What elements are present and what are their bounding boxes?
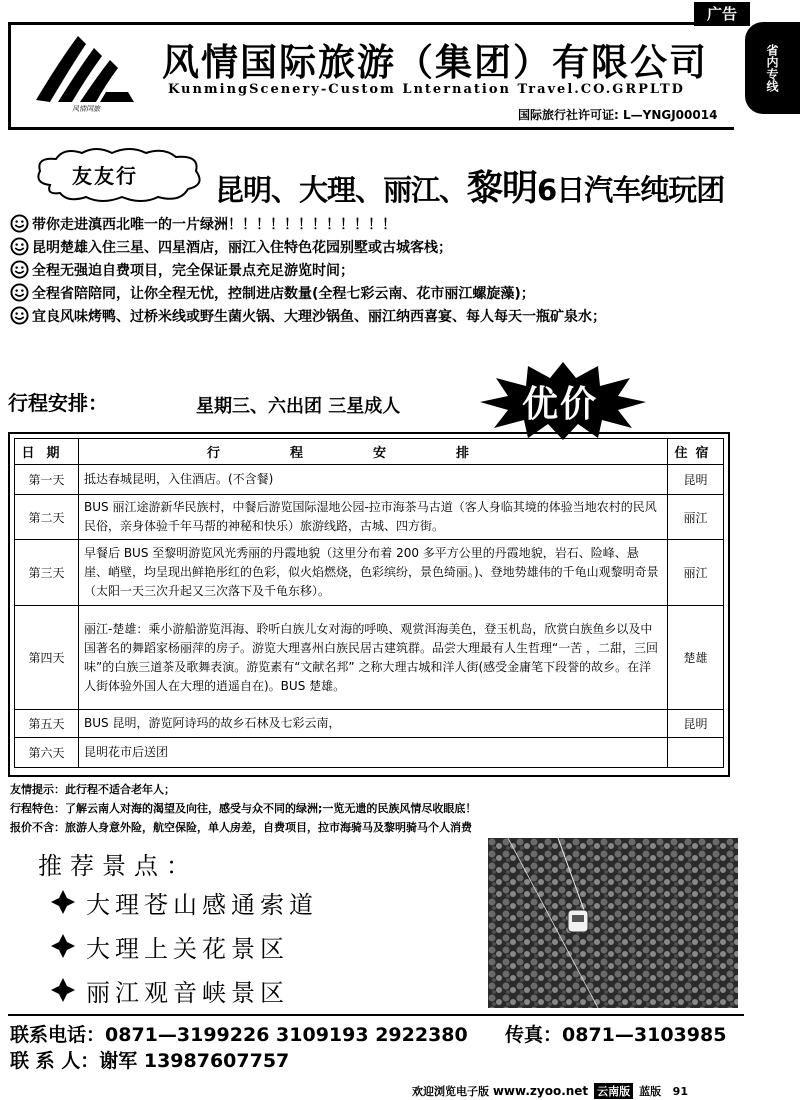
ad-tag: 广告 [694, 2, 750, 26]
note-feature: 行程特色：了解云南人对海的渴望及向往，感受与众不同的绿洲;一览无遗的民族风情尽收眼底！ [10, 802, 477, 815]
header-accommodation: 住宿 [668, 439, 724, 465]
table-row [15, 606, 724, 710]
note-exclusions: 报价不含：旅游人身意外险，航空保险，单人房差，自费项目，拉市海骑马及黎明骑马个人消费 [10, 821, 472, 834]
itinerary-table [14, 438, 724, 768]
page-footer [412, 1083, 688, 1099]
header-itinerary: 行程安排 [79, 439, 668, 465]
price-burst-text: 优价 [522, 384, 599, 425]
contact-fax: 传真：0871—3103985 [505, 1024, 727, 1046]
recommend-list [50, 880, 318, 1012]
table-row [15, 465, 724, 495]
accommodation-cell: 丽江 [668, 495, 724, 540]
recommend-item [50, 880, 318, 924]
note-tip: 友情提示：此行程不适合老年人； [10, 783, 175, 796]
feature-text: 全程省陪陪同，让你全程无忧，控制进店数量(全程七彩云南、花市丽江螺旋藻)； [32, 285, 535, 302]
itinerary-cell: BUS 丽江途游新华民族村，中餐后游览国际湿地公园-拉市海茶马古道（客人身临其境的体验当地农村的民风民俗，亲身体验千年马帮的神秘和快乐）旅游线路，古城、四方街。 [79, 495, 668, 540]
table-header-row [15, 439, 724, 465]
itinerary-cell: 早餐后 BUS 至黎明游览风光秀丽的丹霞地貌（这里分布着 200 多平方公里的丹霞地貌，岩石、险峰、悬崖、峭壁，均呈现出鲜艳彤红的色彩，似火焰燃烧，色彩缤纷，景色绮丽。)、登地势雄伟的千龟山观黎明奇景（太阳一天三次升起又三次落下及千龟东移）。 [79, 540, 668, 606]
logo-caption: 风情国旅 [72, 105, 100, 113]
contact-divider [8, 1014, 744, 1016]
itinerary-cell: 抵达春城昆明，入住酒店。(不含餐) [79, 465, 668, 495]
header-date: 日期 [15, 439, 79, 465]
recommend-text: 丽江观音峡景区 [86, 978, 289, 1007]
feature-item [10, 212, 730, 235]
smiley-icon [10, 237, 29, 256]
feature-item [10, 235, 730, 258]
contact-phone: 联系电话：0871—3199226 3109193 2922380 [10, 1024, 468, 1046]
notes-block [10, 780, 476, 837]
feature-item [10, 258, 730, 281]
smiley-icon [10, 306, 29, 325]
table-row [15, 738, 724, 768]
smiley-icon [10, 260, 29, 279]
accommodation-cell: 昆明 [668, 710, 724, 738]
route-title [215, 160, 724, 211]
accommodation-cell: 丽江 [668, 540, 724, 606]
accommodation-cell: 昆明 [668, 465, 724, 495]
recommend-item [50, 924, 318, 968]
accommodation-cell [668, 738, 724, 768]
route-title-cities: 昆明、大理、丽江、 [215, 173, 468, 207]
accommodation-cell: 楚雄 [668, 606, 724, 710]
license-number: 国际旅行社许可证: L—YNGJ00014 [518, 108, 718, 122]
recommend-title: 推荐景点： [38, 852, 198, 880]
table-row [15, 710, 724, 738]
recommend-text: 大理苍山感通索道 [86, 890, 318, 919]
itinerary-table-frame [8, 432, 730, 777]
footer-color: 蓝版 [639, 1085, 662, 1098]
section-tab[interactable]: 省内专线 [745, 22, 800, 114]
page-number: 91 [672, 1084, 688, 1098]
company-name-english: KunmingScenery-Custom Lnternation Travel.CO.GRPLTD [168, 82, 685, 97]
table-row [15, 495, 724, 540]
contact-block [10, 1022, 468, 1074]
route-title-highlight: 黎明 [467, 168, 538, 209]
footer-url[interactable]: www.zyoo.net [492, 1084, 589, 1098]
day-cell: 第三天 [15, 540, 79, 606]
feature-text: 昆明楚雄入住三星、四星酒店，丽江入住特色花园别墅或古城客栈； [32, 239, 452, 256]
footer-welcome: 欢迎浏览电子版 [412, 1085, 489, 1098]
route-title-package: 6日汽车纯玩团 [537, 173, 725, 207]
day-cell: 第五天 [15, 710, 79, 738]
smiley-icon [10, 283, 29, 302]
feature-text: 带你走进滇西北唯一的一片绿洲！！！！！！！！！！！！ [32, 216, 396, 233]
day-cell: 第六天 [15, 738, 79, 768]
recommend-item [50, 968, 318, 1012]
day-cell: 第一天 [15, 465, 79, 495]
diamond-bullet-icon [50, 977, 76, 1003]
schedule-label: 行程安排： [8, 391, 108, 415]
company-name: 风情国际旅游（集团）有限公司 [162, 41, 708, 84]
contact-person: 联 系 人：谢军 13987607757 [10, 1050, 290, 1072]
feature-list [10, 212, 730, 327]
cable-car-photo [488, 838, 738, 1008]
itinerary-cell: 昆明花市后送团 [79, 738, 668, 768]
departure-days: 星期三、六出团 三星成人 [196, 396, 401, 417]
diamond-bullet-icon [50, 889, 76, 915]
feature-text: 全程无强迫自费项目，完全保证景点充足游览时间； [32, 262, 354, 279]
table-row [15, 540, 724, 606]
smiley-icon [10, 214, 29, 233]
recommend-text: 大理上关花景区 [86, 934, 289, 963]
feature-text: 宜良风味烤鸭、过桥米线或野生菌火锅、大理沙锅鱼、丽江纳西喜宴、每人每天一瓶矿泉水； [32, 308, 606, 325]
diamond-bullet-icon [50, 933, 76, 959]
cloud-badge-text: 友友行 [72, 164, 138, 188]
footer-edition: 云南版 [594, 1083, 633, 1099]
feature-item [10, 304, 730, 327]
itinerary-cell: 丽江-楚雄：乘小游船游览洱海、聆听白族儿女对海的呼唤、观赏洱海美色，登玉机岛，欣赏白族鱼乡以及中国著名的舞蹈家杨丽萍的房子。游览大理喜州白族民居古建筑群。品尝大理最有人生哲理“一苦 ，二甜，三回味”的白族三道茶及歌舞表演。游览素有“文献名邦” 之称大理古城和洋人街(感受金庸笔下段誉的故乡。在洋人街体验外国人在大理的逍遥自在)。BUS 楚雄。 [79, 606, 668, 710]
day-cell: 第四天 [15, 606, 79, 710]
itinerary-cell: BUS 昆明，游览阿诗玛的故乡石林及七彩云南， [79, 710, 668, 738]
day-cell: 第二天 [15, 495, 79, 540]
feature-item [10, 281, 730, 304]
